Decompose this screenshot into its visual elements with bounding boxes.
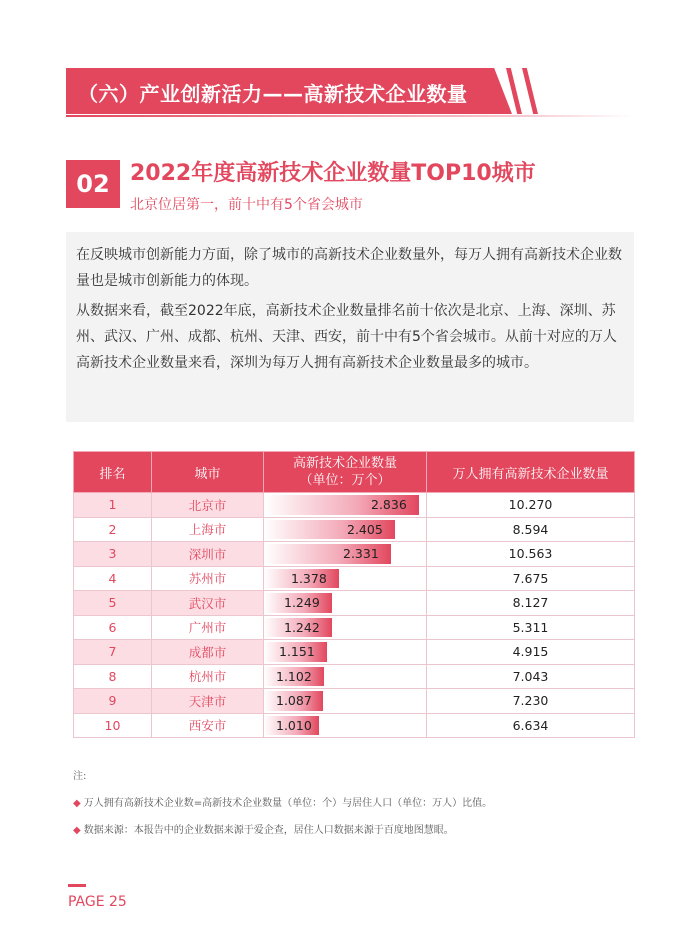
table-row [74, 615, 635, 640]
count-cell [264, 615, 427, 640]
table-row [74, 542, 635, 567]
count-cell [264, 689, 427, 714]
note-item [73, 821, 454, 836]
table-row [74, 591, 635, 616]
city-cell: 武汉市 [152, 591, 264, 616]
section-title: 2022年度高新技术企业数量TOP10城市 [130, 161, 536, 186]
per10k-cell: 8.127 [427, 591, 635, 616]
count-cell [264, 566, 427, 591]
count-value-label: 1.087 [276, 693, 312, 709]
rank-cell: 4 [74, 566, 152, 591]
notes-title: 注: [73, 771, 87, 782]
table-row [74, 517, 635, 542]
intro-paragraph: 在反映城市创新能力方面，除了城市的高新技术企业数量外，每万人拥有高新技术企业数量也是城市创新能力的体现。 [76, 247, 622, 289]
table-row [74, 713, 635, 738]
rank-cell: 6 [74, 615, 152, 640]
rank-cell: 2 [74, 517, 152, 542]
banner-stripe-decoration [522, 68, 538, 114]
count-value-label: 1.249 [284, 595, 320, 611]
count-value-label: 1.151 [279, 644, 315, 660]
header-count-unit: （单位：万个） [299, 473, 391, 488]
city-cell: 天津市 [152, 689, 264, 714]
note-text: 万人拥有高新技术企业数=高新技术企业数量（单位：个）与居住人口（单位：万人）比值。 [83, 798, 493, 809]
count-cell [264, 591, 427, 616]
count-cell [264, 713, 427, 738]
section-number-badge: 02 [66, 160, 120, 208]
page-number: PAGE 25 [68, 894, 127, 910]
city-cell: 西安市 [152, 713, 264, 738]
per10k-cell: 10.270 [427, 493, 635, 518]
per10k-cell: 4.915 [427, 640, 635, 665]
header-city: 城市 [152, 452, 264, 493]
rank-cell: 1 [74, 493, 152, 518]
header-per10k: 万人拥有高新技术企业数量 [427, 452, 635, 493]
table-row [74, 566, 635, 591]
city-cell: 深圳市 [152, 542, 264, 567]
per10k-cell: 7.675 [427, 566, 635, 591]
per10k-cell: 7.230 [427, 689, 635, 714]
count-cell [264, 493, 427, 518]
per10k-cell: 5.311 [427, 615, 635, 640]
city-cell: 杭州市 [152, 664, 264, 689]
per10k-cell: 8.594 [427, 517, 635, 542]
rank-cell: 10 [74, 713, 152, 738]
city-cell: 广州市 [152, 615, 264, 640]
city-cell: 北京市 [152, 493, 264, 518]
header-count [264, 452, 427, 493]
banner-underline [66, 115, 636, 117]
bullet-icon: ◆ [73, 798, 81, 809]
table-row [74, 664, 635, 689]
note-text: 数据来源：本报告中的企业数据来源于爱企查，居住人口数据来源于百度地图慧眼。 [83, 825, 454, 836]
rank-cell: 5 [74, 591, 152, 616]
table-header-row [74, 452, 635, 493]
count-value-label: 2.836 [371, 497, 407, 513]
count-value-label: 1.102 [276, 668, 312, 684]
count-value-label: 1.242 [284, 619, 320, 635]
rank-cell: 3 [74, 542, 152, 567]
count-cell [264, 640, 427, 665]
city-cell: 苏州市 [152, 566, 264, 591]
header-rank: 排名 [74, 452, 152, 493]
per10k-cell: 6.634 [427, 713, 635, 738]
count-cell [264, 664, 427, 689]
top10-cities-table [73, 451, 635, 738]
count-value-label: 1.378 [291, 570, 327, 586]
intro-text-box [66, 232, 634, 422]
table-row [74, 640, 635, 665]
header-count-line1: 高新技术企业数量 [292, 456, 397, 471]
intro-paragraph: 从数据来看，截至2022年底，高新技术企业数量排名前十依次是北京、上海、深圳、苏州、武汉、广州、成都、杭州、天津、西安，前十中有5个省会城市。从前十对应的万人高新技术企业数量来看，深圳为每万人拥有高新技术企业数量最多的城市。 [76, 303, 617, 371]
table-row [74, 689, 635, 714]
section-subtitle: 北京位居第一，前十中有5个省会城市 [130, 197, 363, 213]
count-value-label: 1.010 [276, 717, 312, 733]
count-cell [264, 517, 427, 542]
count-value-label: 2.331 [343, 546, 379, 562]
rank-cell: 8 [74, 664, 152, 689]
bullet-icon: ◆ [73, 825, 81, 836]
city-cell: 成都市 [152, 640, 264, 665]
footer-accent-line [68, 884, 86, 887]
count-cell [264, 542, 427, 567]
per10k-cell: 7.043 [427, 664, 635, 689]
section-banner-title: （六）产业创新活力——高新技术企业数量 [78, 82, 468, 106]
rank-cell: 9 [74, 689, 152, 714]
per10k-cell: 10.563 [427, 542, 635, 567]
note-item [73, 794, 492, 809]
city-cell: 上海市 [152, 517, 264, 542]
table-row [74, 493, 635, 518]
count-value-label: 2.405 [347, 521, 383, 537]
rank-cell: 7 [74, 640, 152, 665]
